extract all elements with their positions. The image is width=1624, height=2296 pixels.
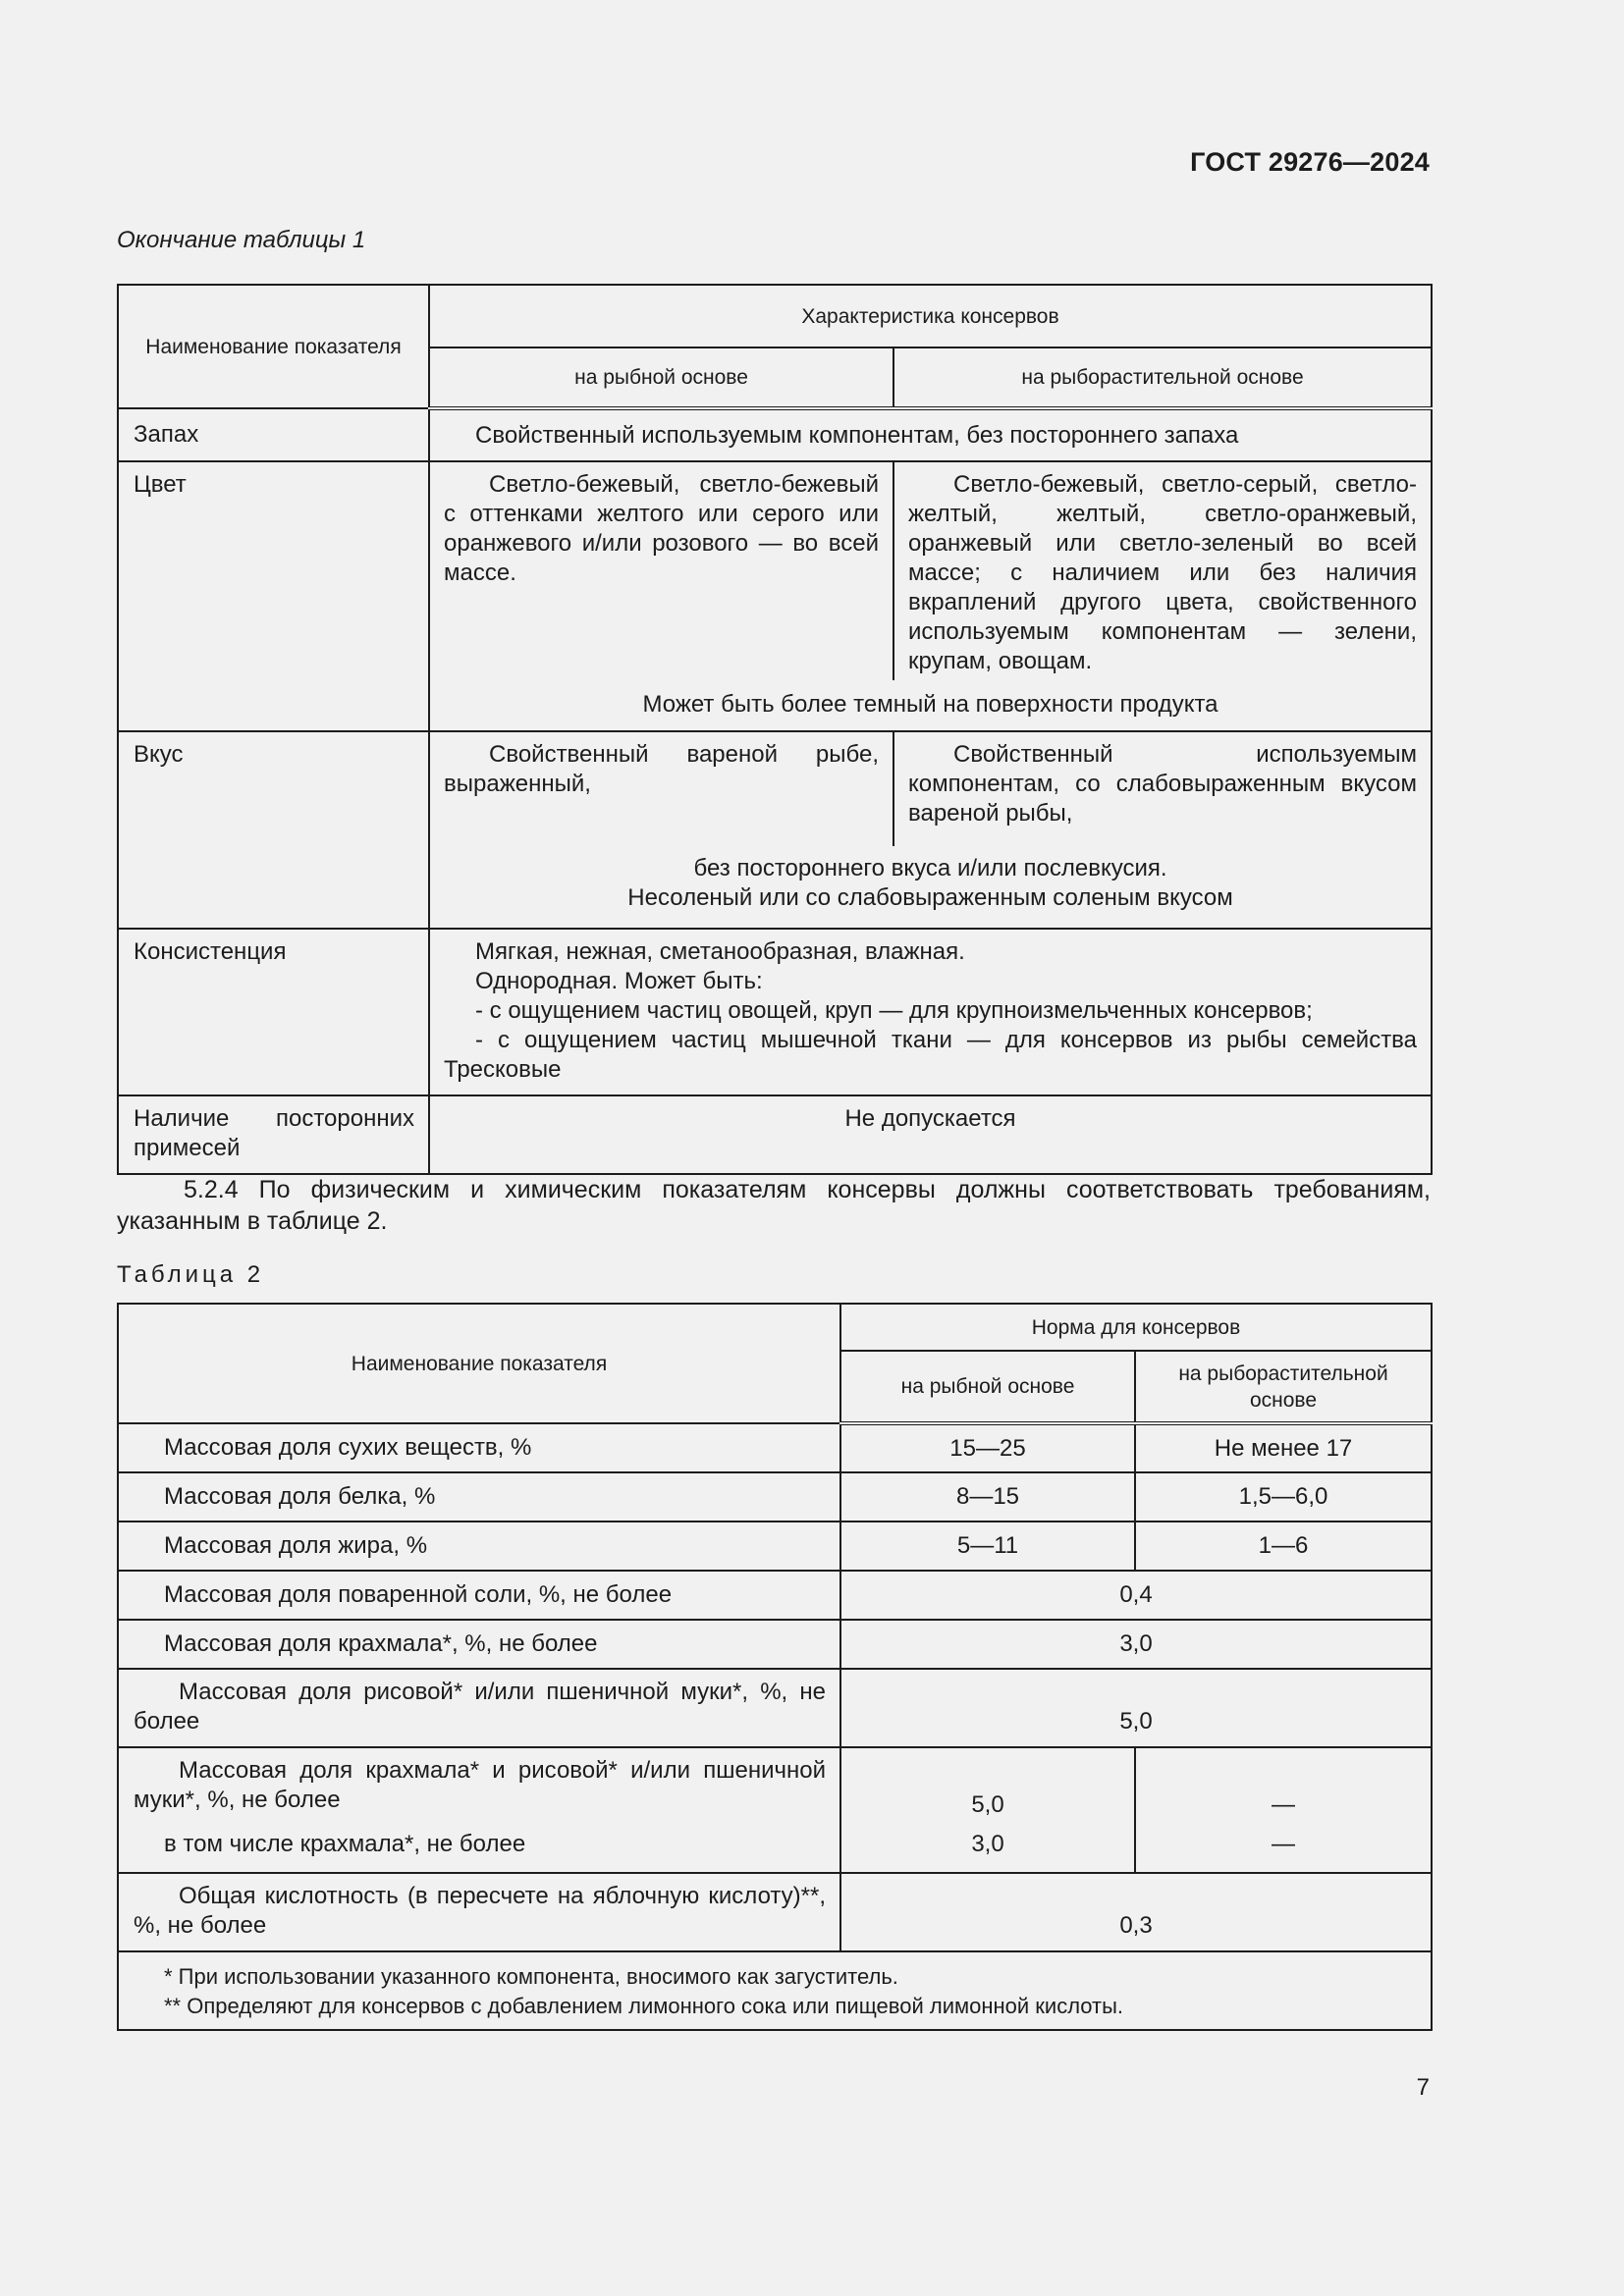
table2-caption: Таблица 2	[117, 1261, 265, 1288]
t1-header-fishveg: на рыборастительной основе	[893, 347, 1432, 408]
t2-row4-name: Массовая доля крахмала*, %, не более	[118, 1620, 840, 1669]
page-number: 7	[1416, 2074, 1430, 2101]
t1-header-fish: на рыбной основе	[429, 347, 893, 408]
t2-row5-value: 5,0	[840, 1669, 1432, 1747]
t2-note-1	[164, 1962, 1416, 1992]
t2-row2-fish: 5—11	[840, 1522, 1135, 1571]
table-row	[118, 1095, 1432, 1174]
t1-color-common: Может быть более темный на поверхности продукта	[429, 680, 1432, 731]
t2-row7-fishveg: —	[1135, 1826, 1432, 1873]
t2-row7-fish: 3,0	[840, 1826, 1135, 1873]
t1-taste-fish: Свойственный вареной рыбе, выраженный,	[429, 731, 893, 846]
t2-row0-name: Массовая доля сухих веществ, %	[118, 1423, 840, 1472]
t1-texture-line2: Однородная. Может быть:	[475, 968, 763, 994]
t1-texture-line3: - с ощущением частиц овощей, круп — для крупноизмельченных консервов;	[475, 997, 1313, 1024]
table-row	[118, 461, 1432, 680]
t2-row0-fish: 15—25	[840, 1423, 1135, 1472]
t1-smell-value: Свойственный используемым компонентам, без постороннего запаха	[429, 408, 1432, 461]
t1-header-indicator: Наименование показателя	[118, 285, 429, 408]
t2-header-fish: на рыбной основе	[840, 1351, 1135, 1423]
t2-row7-name: в том числе крахмала*, не более	[118, 1826, 840, 1873]
table-row	[118, 1571, 1432, 1620]
table-row	[118, 1423, 1432, 1472]
t2-note-1-text: * При использовании указанного компонента, вносимого как загуститель.	[164, 1964, 898, 1989]
t2-row2-name: Массовая доля жира, %	[118, 1522, 840, 1571]
t2-row5-name: Массовая доля рисовой* и/или пшеничной муки*, %, не более	[118, 1669, 840, 1747]
t2-row0-fishveg: Не менее 17	[1135, 1423, 1432, 1472]
t1-taste-name: Вкус	[118, 731, 429, 929]
table1-caption: Окончание таблицы 1	[117, 227, 366, 253]
table-notes-row	[118, 1951, 1432, 2030]
table-row	[118, 731, 1432, 846]
t1-taste-common-1: без постороннего вкуса и/или послевкусия.	[693, 855, 1167, 881]
t1-taste-common	[429, 846, 1432, 929]
t1-impurities-value: Не допускается	[429, 1095, 1432, 1174]
table-row	[118, 1873, 1432, 1951]
t1-texture-value	[429, 929, 1432, 1095]
t2-header-indicator: Наименование показателя	[118, 1304, 840, 1423]
t2-note-2	[164, 1992, 1416, 2021]
t1-color-fish: Светло-бежевый, светло-бежевый с оттенками желтого или серого или оранжевого и/или розового — во всей массе.	[429, 461, 893, 680]
t1-impurities-name: Наличие посторонних примесей	[118, 1095, 429, 1174]
table-1	[117, 284, 1433, 1175]
table-row	[118, 1472, 1432, 1522]
table-row	[118, 1522, 1432, 1571]
table-row	[118, 1669, 1432, 1747]
t2-note-2-text: ** Определяют для консервов с добавлением лимонного сока или пищевой лимонной кислоты.	[164, 1994, 1124, 2018]
t2-notes	[118, 1951, 1432, 2030]
table-row	[118, 1620, 1432, 1669]
t1-color-name: Цвет	[118, 461, 429, 731]
t2-row1-fish: 8—15	[840, 1472, 1135, 1522]
table-row	[118, 408, 1432, 461]
t1-texture-line1: Мягкая, нежная, сметанообразная, влажная.	[475, 938, 965, 965]
t2-row8-value: 0,3	[840, 1873, 1432, 1951]
t2-row8-name: Общая кислотность (в пересчете на яблочную кислоту)**, %, не более	[118, 1873, 840, 1951]
t2-row1-name: Массовая доля белка, %	[118, 1472, 840, 1522]
paragraph-5-2-4-text: 5.2.4 По физическим и химическим показателям консервы должны соответствовать требованиям, указанным в таблице 2.	[117, 1176, 1431, 1235]
table-row	[118, 929, 1432, 1095]
t2-row3-value: 0,4	[840, 1571, 1432, 1620]
paragraph-5-2-4	[117, 1174, 1431, 1237]
table-2	[117, 1303, 1433, 2031]
t1-taste-fishveg: Свойственный используемым компонентам, со слабовыраженным вкусом вареной рыбы,	[893, 731, 1432, 846]
table-row	[118, 1747, 1432, 1826]
standard-number: ГОСТ 29276—2024	[1190, 147, 1430, 177]
t2-row6-name: Массовая доля крахмала* и рисовой* и/или пшеничной муки*, %, не более	[118, 1747, 840, 1826]
t2-row6-fishveg: —	[1135, 1747, 1432, 1826]
t2-header-group: Норма для консервов	[840, 1304, 1432, 1351]
t1-header-group: Характеристика консервов	[429, 285, 1432, 347]
t2-row6-fish: 5,0	[840, 1747, 1135, 1826]
t2-row4-value: 3,0	[840, 1620, 1432, 1669]
t1-texture-line4: - с ощущением частиц мышечной ткани — для консервов из рыбы семейства Тресковые	[444, 1027, 1418, 1083]
t1-color-fishveg: Светло-бежевый, светло-серый, светло-желтый, желтый, светло-оранжевый, оранжевый или светло-зеленый во всей массе; с наличием или без наличия вкраплений другого цвета, свойственного используемым компонентам — зелени, крупам, овощам.	[893, 461, 1432, 680]
t1-texture-name: Консистенция	[118, 929, 429, 1095]
t1-smell-name: Запах	[118, 408, 429, 461]
t2-row2-fishveg: 1—6	[1135, 1522, 1432, 1571]
t2-header-fishveg: на рыборастительной основе	[1135, 1351, 1432, 1423]
t1-taste-common-2: Несоленый или со слабовыраженным соленым вкусом	[627, 884, 1233, 911]
table-row	[118, 1826, 1432, 1873]
t2-row3-name: Массовая доля поваренной соли, %, не более	[118, 1571, 840, 1620]
t2-row1-fishveg: 1,5—6,0	[1135, 1472, 1432, 1522]
